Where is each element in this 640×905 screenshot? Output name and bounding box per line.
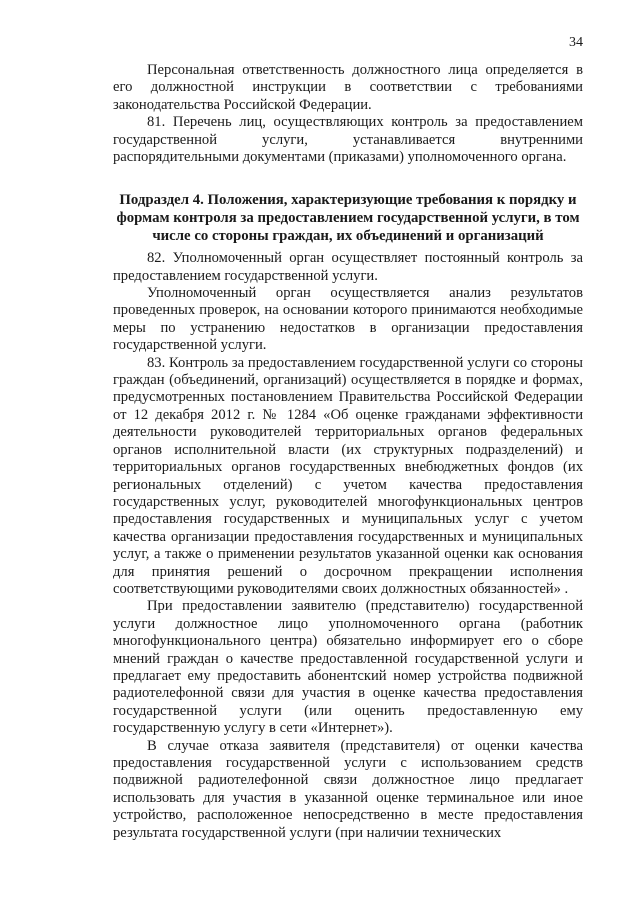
- paragraph-83: 83. Контроль за предоставлением государственной услуги со стороны граждан (объединений, организаций) осуществляется в порядке и формах, предусмотренных постановлением Правительства Российской Федерации от 12 декабря 2012 г. № 1284 «Об оценке гражданами эффективности деятельности руководителей территориальных органов федеральных органов исполнительной власти (их структурных подразделений) и территориальных органов государственных внебюджетных фондов (их региональных отделений) с учетом качества предоставления государственных услуг, руководителей многофункциональных центров предоставления государственных и муниципальных услуг с учетом качества организации предоставления государственных и муниципальных услуг, а также о применении результатов указанной оценки как основания для принятия решений о досрочном прекращении исполнения соответствующими руководителями своих должностных обязанностей» .: [113, 354, 583, 597]
- paragraph-analysis: Уполномоченный орган осуществляется анализ результатов проведенных проверок, на основании которого принимаются необходимые меры по устранению недостатков в организации предоставления государственной услуги.: [113, 285, 583, 354]
- paragraph-82: 82. Уполномоченный орган осуществляет постоянный контроль за предоставлением государственной услуги.: [113, 250, 583, 284]
- paragraph-refusal: В случае отказа заявителя (представителя) от оценки качества предоставления государственной услуги с использованием средств подвижной радиотелефонной связи должностное лицо предлагает использовать для участия в указанной оценке терминальное или иное устройство, расположенное непосредственно в месте предоставления результата государственной услуги (при наличии технических: [113, 737, 583, 841]
- paragraph-81: 81. Перечень лиц, осуществляющих контроль за предоставлением государственной услуги, устанавливается внутренними распорядительными документами (приказами) уполномоченного органа.: [113, 114, 583, 166]
- paragraph-informing: При предоставлении заявителю (представителю) государственной услуги должностное лицо уполномоченного органа (работник многофункционального центра) обязательно информирует его о сборе мнений граждан о качестве предоставленной государственной услуги и предлагает ему предоставить абонентский номер устройства подвижной радиотелефонной связи для участия в оценке качества предоставления государственной услуги (или оценить предоставленную ему государственную услугу в сети «Интернет»).: [113, 598, 583, 737]
- page-number: 34: [569, 35, 583, 50]
- paragraph-responsibility: Персональная ответственность должностного лица определяется в его должностной инструкции в соответствии с требованиями законодательства Российской Федерации.: [113, 62, 583, 113]
- section-heading: Подраздел 4. Положения, характеризующие требования к порядку и формам контроля за предоставлением государственной услуги, в том числе со стороны граждан, их объединений и организаций: [116, 192, 580, 244]
- document-body: [113, 62, 583, 842]
